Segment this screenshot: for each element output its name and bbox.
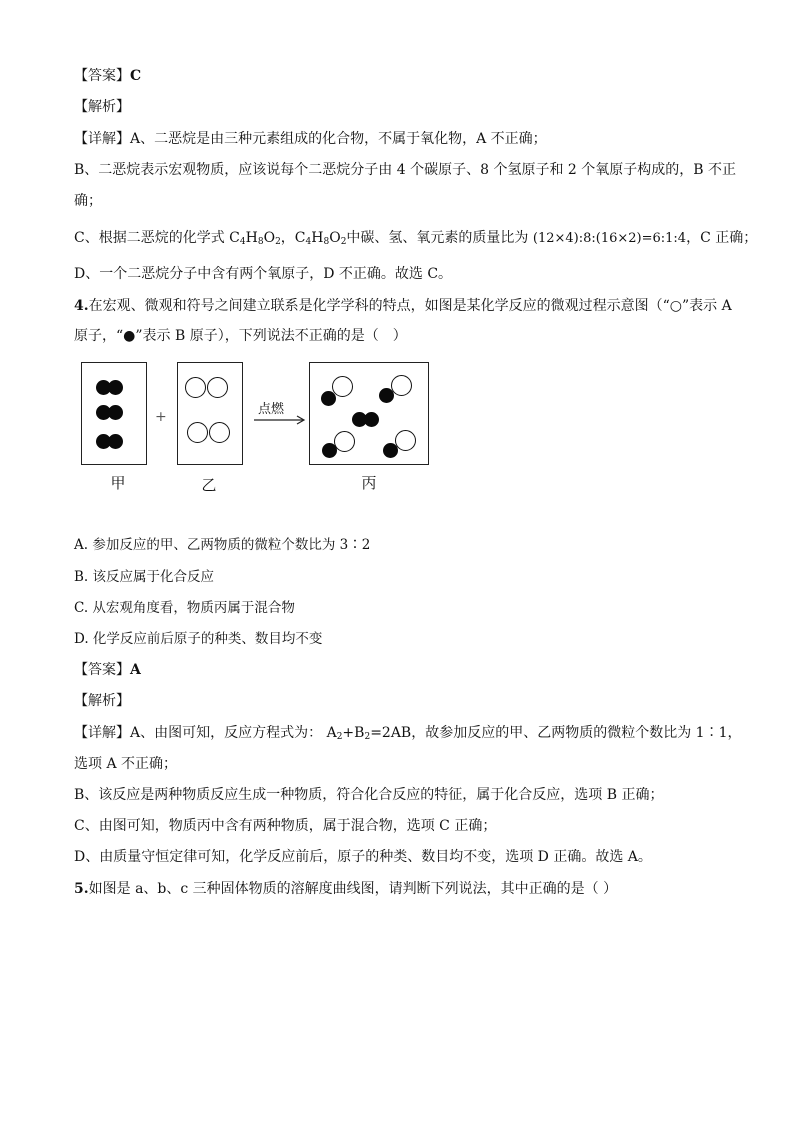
atom-b <box>383 443 398 458</box>
q4-answer-line <box>74 660 141 680</box>
q3-detail-line-a <box>74 129 547 149</box>
label-bing: 丙 <box>361 474 377 492</box>
line-c-mid: ， <box>280 230 295 246</box>
answer-value: C <box>130 68 142 84</box>
answer-tag: 【答案】 <box>74 662 130 678</box>
option-d: D. 化学反应前后原子的种类、数目均不变 <box>74 631 323 647</box>
answer-tag: 【答案】 <box>74 68 130 84</box>
q3-line-c <box>74 228 757 249</box>
question-number: 4. <box>74 298 89 314</box>
atom-a <box>209 422 230 443</box>
label-yi: 乙 <box>201 476 217 494</box>
label-jia: 甲 <box>110 474 126 492</box>
atom-b <box>322 443 337 458</box>
atom-a <box>391 375 412 396</box>
detail-tag: 【详解】 <box>74 725 130 741</box>
formula-dioxane-1: $C_4H_8O_2$ <box>229 230 281 247</box>
reaction-equation: $A_2+B_2=2AB$ <box>326 725 412 742</box>
q5-stem <box>74 879 617 899</box>
exp-a1-pre: A、由图可知，反应方程式为： <box>130 725 327 741</box>
answer-value: A <box>130 662 141 678</box>
detail-tag: 【详解】 <box>74 131 130 147</box>
q3-line-b1: B、二恶烷表示宏观物质，应该说每个二恶烷分子由 4 个碳原子、8 个氢原子和 2 个氧原子构成的，B 不正 <box>74 162 736 178</box>
stem-text: 如图是 a、b、c 三种固体物质的溶解度曲线图，请判断下列说法，其中正确的是（ ） <box>88 881 618 897</box>
q4-exp-a2: 选项 A 不正确； <box>74 756 178 772</box>
atom-b <box>321 391 336 406</box>
atom-b <box>379 388 394 403</box>
option-a: A. 参加反应的甲、乙两物质的微粒个数比为 3∶2 <box>74 537 371 553</box>
atom-b <box>108 380 123 395</box>
line-c-pre: C、根据二恶烷的化学式 <box>74 230 230 246</box>
question-number: 5. <box>74 881 89 897</box>
q3-analysis-tag: 【解析】 <box>74 99 130 115</box>
q4-exp-c: C、由图可知，物质丙中含有两种物质，属于混合物，选项 C 正确； <box>74 818 497 834</box>
formula-dioxane-2: $C_4H_8O_2$ <box>294 230 347 247</box>
q4-stem-line2: 原子，“●”表示 B 原子），下列说法不正确的是（ ） <box>74 328 407 344</box>
atom-a <box>185 377 206 398</box>
q4-stem-line1 <box>74 296 732 316</box>
q3-answer-line <box>74 66 141 86</box>
box-yi <box>177 362 243 465</box>
atom-a <box>207 377 228 398</box>
atom-b <box>108 434 123 449</box>
plus-sign: + <box>155 409 167 425</box>
atom-b <box>364 412 379 427</box>
stem-text: 在宏观、微观和符号之间建立联系是化学学科的特点，如图是某化学反应的微观过程示意图（“○”表示 A <box>88 298 732 314</box>
q4-exp-d: D、由质量守恒定律可知，化学反应前后，原子的种类、数目均不变，选项 D 正确。故选 A。 <box>74 849 652 865</box>
arrow-label: 点燃 <box>258 402 285 417</box>
atom-a <box>332 376 353 397</box>
line-c-end: ，C 正确； <box>686 230 758 246</box>
box-bing <box>309 362 429 465</box>
q4-exp-b: B、该反应是两种物质反应生成一种物质，符合化合反应的特征，属于化合反应，选项 B 正确； <box>74 787 664 803</box>
detail-text: A、二恶烷是由三种元素组成的化合物，不属于氧化物，A 不正确； <box>130 131 547 147</box>
atom-a <box>187 422 208 443</box>
q4-analysis-tag: 【解析】 <box>74 693 130 709</box>
q3-line-d: D、一个二恶烷分子中含有两个氧原子，D 不正确。故选 C。 <box>74 266 453 282</box>
reaction-arrow-icon <box>253 414 307 426</box>
q4-exp-a1 <box>74 723 742 743</box>
box-jia <box>81 362 147 465</box>
exp-a1-post: ，故参加反应的甲、乙两物质的微粒个数比为 1∶1， <box>411 725 742 741</box>
atom-b <box>108 405 123 420</box>
atom-a <box>334 431 355 452</box>
mass-ratio: (12×4):8:(16×2)=6:1:4 <box>532 231 687 246</box>
option-c: C. 从宏观角度看，物质丙属于混合物 <box>74 600 295 616</box>
option-b: B. 该反应属于化合反应 <box>74 569 215 585</box>
atom-a <box>395 430 416 451</box>
line-c-post: 中碳、氢、氧元素的质量比为 <box>346 230 533 246</box>
q3-line-b2: 确； <box>74 193 102 209</box>
